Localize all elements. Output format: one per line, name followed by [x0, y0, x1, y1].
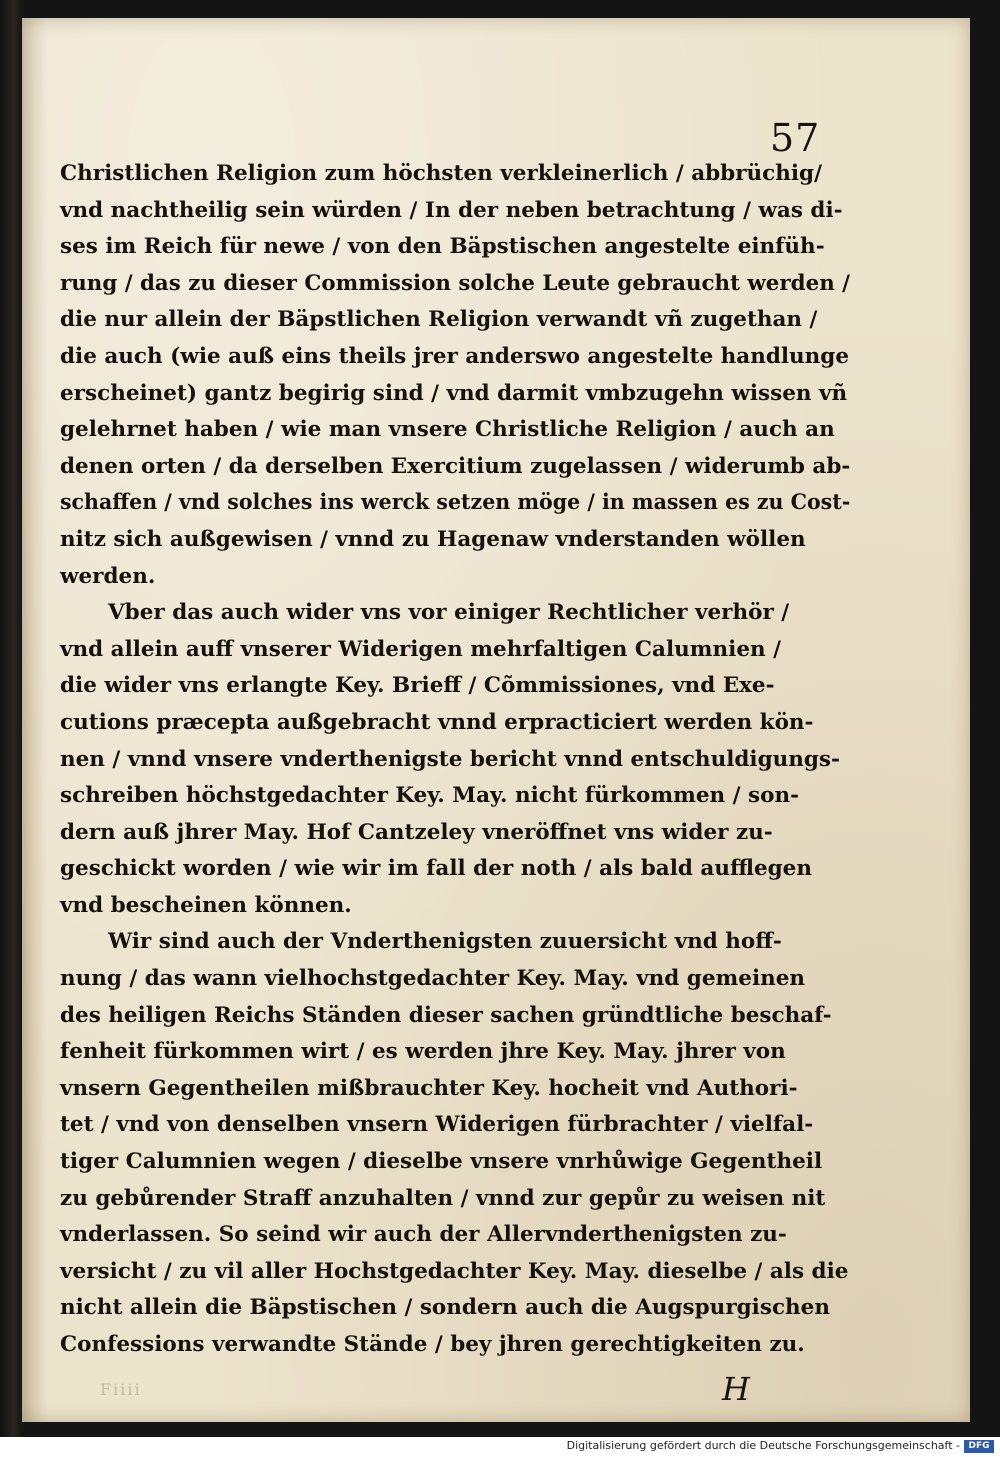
text-line: vnd bescheinen können. [60, 892, 352, 918]
text-line: tet / vnd von denselben vnsern Widerigen fürbrachter / vielfal- [60, 1112, 814, 1138]
text-line: schaffen / vnd solches ins werck setzen möge / in massen es zu Cost- [60, 490, 851, 516]
footer-bar [0, 1437, 1000, 1457]
text-line: vnd nachtheilig sein würden / In der neben betrachtung / was di- [60, 197, 843, 223]
text-line: nen / vnnd vnsere vnderthenigste bericht vnnd entschuldigungs- [60, 746, 840, 772]
text-line: des heiligen Reichs Ständen dieser sachen gründtliche beschaf- [60, 1002, 832, 1028]
page-number: 57 [770, 116, 821, 160]
text-line: Wir sind auch der Vnderthenigsten zuuersicht vnd hoff- [108, 929, 782, 955]
text-line: die wider vns erlangte Key. Brieff / Cõmmissiones, vnd Exe- [60, 673, 775, 699]
text-line: nitz sich außgewisen / vnnd zu Hagenaw vnderstanden wöllen [60, 526, 806, 552]
text-line: gelehrnet haben / wie man vnsere Christliche Religion / auch an [60, 417, 835, 443]
dfg-logo: DFG [964, 1440, 994, 1453]
text-line: cutions præcepta außgebracht vnnd erpracticiert werden kön- [60, 709, 814, 735]
text-line: denen orten / da derselben Exercitium zugelassen / widerumb ab- [60, 453, 851, 479]
footer-credit: Digitalisierung gefördert durch die Deutsche Forschungsgemeinschaft - [566, 1439, 960, 1452]
faded-signature-mark: Fiiii [100, 1380, 142, 1399]
text-line: schreiben höchstgedachter Key. May. nicht fürkommen / son- [60, 783, 800, 809]
text-line: geschickt worden / wie wir im fall der noth / als bald aufflegen [60, 856, 812, 882]
text-line: dern auß jhrer May. Hof Cantzeley vneröffnet vns wider zu- [60, 819, 773, 845]
catchword: H [722, 1370, 750, 1408]
text-line: erscheinet) gantz begirig sind / vnd darmit vmbzugehn wissen vñ [60, 380, 848, 406]
text-line: tiger Calumnien wegen / dieselbe vnsere vnrhůwige Gegentheil [60, 1149, 823, 1175]
document-page [22, 18, 970, 1422]
text-line: versicht / zu vil aller Hochstgedachter Key. May. dieselbe / als die [60, 1258, 849, 1284]
text-line: fenheit fürkommen wirt / es werden jhre Key. May. jhrer von [60, 1039, 786, 1065]
text-line: vnderlassen. So seind wir auch der Allervnderthenigsten zu- [60, 1222, 787, 1248]
text-line: die auch (wie auß eins theils jrer anderswo angestelte handlunge [60, 343, 850, 369]
text-line: werden. [60, 563, 156, 589]
text-line: ses im Reich für newe / von den Bäpstischen angestelte einfüh- [60, 234, 825, 260]
text-line: zu gebůrender Straff anzuhalten / vnnd zur gepůr zu weisen nit [60, 1185, 826, 1211]
text-line: vnsern Gegentheilen mißbrauchter Key. hocheit vnd Authori- [60, 1075, 798, 1101]
text-line: Christlichen Religion zum höchsten verkleinerlich / abbrüchig/ [60, 161, 822, 186]
text-line: vnd allein auff vnserer Widerigen mehrfaltigen Calumnien / [60, 636, 781, 662]
text-line: Vber das auch wider vns vor einiger Rechtlicher verhör / [108, 600, 790, 626]
text-line: nicht allein die Bäpstischen / sondern auch die Augspurgischen [60, 1295, 830, 1321]
text-line: Confessions verwandte Stände / bey jhren gerechtigkeiten zu. [60, 1332, 805, 1357]
text-line: die nur allein der Bäpstlichen Religion verwandt vñ zugethan / [60, 307, 818, 333]
text-line: nung / das wann vielhochstgedachter Key. May. vnd gemeinen [60, 966, 806, 992]
text-line: rung / das zu dieser Commission solche Leute gebraucht werden / [60, 270, 850, 296]
body-text [60, 156, 860, 1364]
